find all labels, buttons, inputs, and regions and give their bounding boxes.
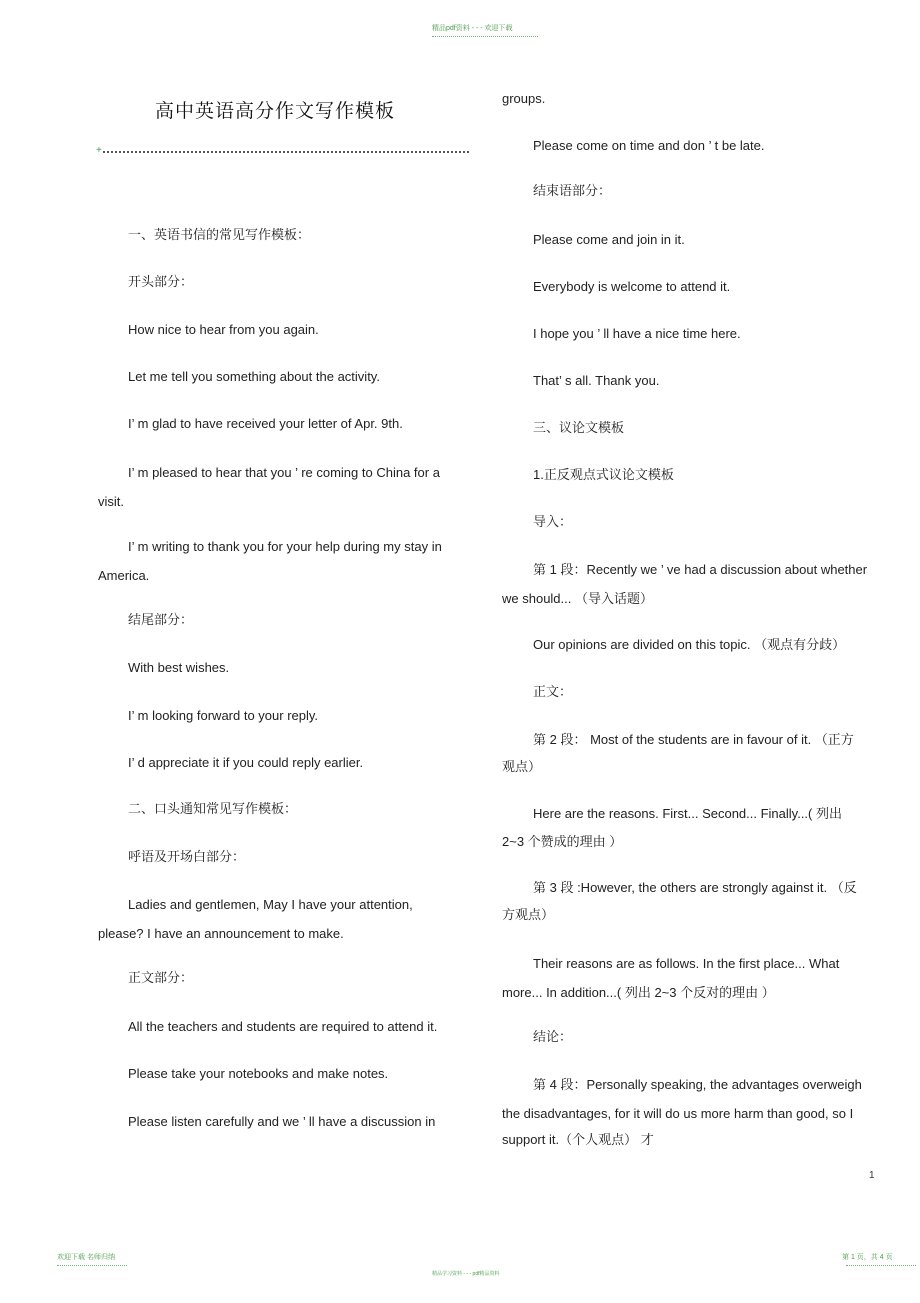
paragraph-line: 2~3 个赞成的理由 ） (502, 834, 623, 849)
subheading-body: 正文部分： (128, 970, 194, 985)
paragraph-line: more... In addition...( 列出 2~3 个反对的理由 ） (502, 985, 775, 1000)
paragraph-line: Everybody is welcome to attend it. (533, 279, 731, 294)
paragraph-line: I’ m pleased to hear that you ’ re coming to China for a (128, 465, 440, 480)
section-heading-notice: 二、口头通知常见写作模板： (128, 801, 298, 816)
paragraph-line: I hope you ’ ll have a nice time here. (533, 326, 741, 341)
footer-right: 第 1 页，共 4 页 (842, 1254, 893, 1261)
paragraph-line: All the teachers and students are required to attend it. (128, 1019, 438, 1034)
paragraph-line: How nice to hear from you again. (128, 322, 319, 337)
section-heading-letters: 一、英语书信的常见写作模板： (128, 227, 311, 242)
subheading-ending: 结束语部分： (533, 183, 612, 198)
paragraph-line: Please listen carefully and we ’ ll have a discussion in (128, 1114, 436, 1129)
page-number: 1 (869, 1170, 875, 1181)
paragraph-line: Let me tell you something about the activity. (128, 369, 380, 384)
header-dots (432, 36, 538, 37)
paragraph-line: Please come and join in it. (533, 232, 685, 247)
paragraph-line: I’ d appreciate it if you could reply earlier. (128, 755, 364, 770)
footer-right-dots (846, 1265, 916, 1266)
paragraph-line: 第 2 段： Most of the students are in favour of it. （正方 (533, 732, 854, 747)
subheading-main: 正文： (533, 684, 573, 699)
title-divider (103, 151, 469, 153)
paragraph-line: I’ m writing to thank you for your help during my stay in (128, 539, 442, 554)
paragraph-line: groups. (502, 91, 546, 106)
paragraph-line: Here are the reasons. First... Second... Finally...( 列出 (533, 806, 842, 821)
paragraph-line: 方观点） (502, 907, 555, 922)
paragraph-line: Please come on time and don ’ t be late. (533, 138, 765, 153)
subheading-conclusion: 结论： (533, 1029, 573, 1044)
paragraph-line: America. (98, 568, 150, 583)
paragraph-line: 第 1 段：Recently we ’ ve had a discussion about whether (533, 562, 868, 577)
paragraph-line: support it.（个人观点） 才 (502, 1132, 654, 1147)
paragraph-line: 第 3 段 :However, the others are strongly against it. （反 (533, 880, 857, 895)
section-heading-argument: 三、议论文模板 (533, 420, 625, 435)
header-watermark: 精品pdf资料 - - - 欢迎下载 (432, 25, 513, 32)
page-title: 高中英语高分作文写作模板 (155, 101, 396, 122)
plus-icon: + (96, 145, 102, 156)
footer-left-dots (57, 1265, 127, 1266)
paragraph-line: we should... （导入话题） (502, 591, 653, 606)
subheading-intro: 导入： (533, 514, 573, 529)
paragraph-line: That’ s all. Thank you. (533, 373, 660, 388)
paragraph-line: 观点） (502, 759, 542, 774)
paragraph-line: the disadvantages, for it will do us more harm than good, so I (502, 1106, 854, 1121)
subheading-closing: 结尾部分： (128, 612, 194, 627)
footer-left: 欢迎下载 名师归纳 (57, 1254, 115, 1261)
paragraph-line: Ladies and gentlemen, May I have your attention, (128, 897, 413, 912)
subheading-pro-con: 1.正反观点式议论文模板 (533, 467, 674, 482)
paragraph-line: Their reasons are as follows. In the first place... What (533, 956, 840, 971)
paragraph-line: please? I have an announcement to make. (98, 926, 344, 941)
paragraph-line: visit. (98, 494, 124, 509)
subheading-opening: 开头部分： (128, 274, 194, 289)
paragraph-line: With best wishes. (128, 660, 230, 675)
paragraph-line: Our opinions are divided on this topic. （观点有分歧） (533, 637, 846, 652)
subheading-greeting: 呼语及开场白部分： (128, 849, 246, 864)
footer-center: 精品学习资料 - - - pdf精品资料 (432, 1271, 500, 1277)
paragraph-line: Please take your notebooks and make notes. (128, 1066, 389, 1081)
paragraph-line: 第 4 段：Personally speaking, the advantages overweigh (533, 1077, 862, 1092)
paragraph-line: I’ m looking forward to your reply. (128, 708, 319, 723)
paragraph-line: I’ m glad to have received your letter of Apr. 9th. (128, 416, 403, 431)
